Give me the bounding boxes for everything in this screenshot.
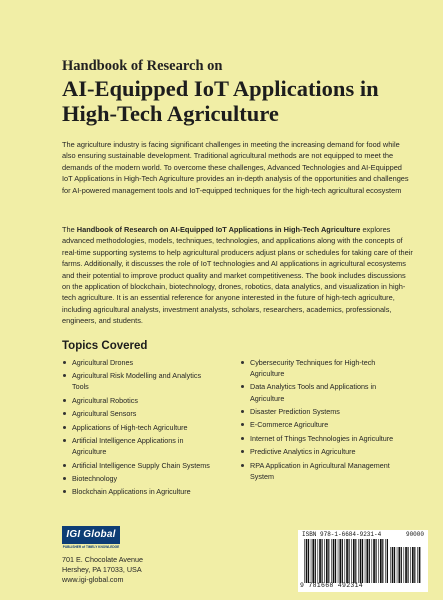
isbn-label: ISBN 978-1-6684-9231-4 xyxy=(302,531,382,538)
topic-item: Agricultural Robotics xyxy=(62,395,212,406)
barcode-digits: 9 781668 492314 xyxy=(300,582,364,589)
barcode-bar xyxy=(408,547,409,583)
publisher-website: www.igi-global.com xyxy=(62,574,124,584)
paragraph-2-book-title: Handbook of Research on AI-Equipped IoT Applications in High-Tech Agriculture xyxy=(76,225,361,234)
barcode-bar xyxy=(373,539,375,583)
barcode-bar xyxy=(342,539,343,583)
barcode-bar xyxy=(351,539,352,583)
publisher-address xyxy=(62,555,143,584)
paragraph-2-body: explores advanced methodologies, models, techniques, technologies, and applications along with the concepts of real-time supporting systems to help agricultural producers adjust plans or schedules for taking care of their farms. Additionally, it discusses the role of IoT technologies and AI applications in agricultural ecosystems and their potential to improve product quality and market competitiveness. The book includes discussions on the application of blockchain, biotechnology, drones, robotics, data analytics, and visualization in high-tech agriculture. It is an essential reference for anyone interested in the future of high-tech agriculture, including agricultural analysts, investment analysts, scholars, researchers, academics, professionals, engineers, and students. xyxy=(62,225,413,326)
barcode-bar xyxy=(380,539,382,583)
barcode-bar xyxy=(372,539,373,583)
barcode-bar xyxy=(412,547,414,583)
barcode-bar xyxy=(410,547,411,583)
topic-item: Agricultural Drones xyxy=(62,357,212,368)
topic-item: Data Analytics Tools and Applications in Agriculture xyxy=(240,381,400,403)
barcode-bar xyxy=(355,539,356,583)
description-paragraph-1: The agriculture industry is facing significant challenges in meeting the increasing demand for food while also ensuring sustainable development. Traditional agricultural methods are not equipped to meet the demands of the modern world. To overcome these challenges, Advanced Technologies and AI-Equipped IoT Applications in High-Tech Agriculture provides an in-depth analysis of the opportunities and challenges for AI-powered management tools and IoT-equipped techniques for the high-tech agricultural ecosystem xyxy=(62,140,409,195)
barcode-bar xyxy=(365,539,366,583)
barcode-bar xyxy=(376,539,377,583)
barcode-bar xyxy=(419,547,421,583)
topic-item: E-Commerce Agriculture xyxy=(240,419,400,430)
barcode-bar xyxy=(333,539,335,583)
topic-item: Predictive Analytics in Agriculture xyxy=(240,446,400,457)
barcode-bar xyxy=(331,539,332,583)
isbn-header xyxy=(302,531,424,539)
barcode-bar xyxy=(304,539,305,583)
book-title: AI-Equipped IoT Applications in High-Tech Agriculture xyxy=(62,76,379,126)
isbn-barcode xyxy=(298,530,428,592)
topic-item: RPA Application in Agricultural Management System xyxy=(240,460,400,482)
barcode-bar xyxy=(404,547,405,583)
barcode-bar xyxy=(345,539,346,583)
barcode-bar xyxy=(326,539,328,583)
barcode-addon-bars xyxy=(390,547,422,583)
barcode-bars xyxy=(304,539,388,583)
barcode-bar xyxy=(322,539,323,583)
barcode-bar xyxy=(318,539,319,583)
address-line-1: 701 E. Chocolate Avenue xyxy=(62,555,143,564)
barcode-bar xyxy=(390,547,391,583)
topic-item: Artificial Intelligence Supply Chain Systems xyxy=(62,460,212,471)
barcode-bar xyxy=(358,539,359,583)
barcode-bar xyxy=(349,539,350,583)
barcode-bar xyxy=(338,539,339,583)
series-title: Handbook of Research on xyxy=(62,58,223,74)
topic-item: Blockchain Applications in Agriculture xyxy=(62,486,212,497)
barcode-bar xyxy=(324,539,325,583)
topic-item: Agricultural Risk Modelling and Analytics Tools xyxy=(62,370,212,392)
barcode-bar xyxy=(315,539,316,583)
topic-item: Agricultural Sensors xyxy=(62,408,212,419)
address-line-2: Hershey, PA 17033, USA xyxy=(62,564,142,574)
barcode-bar xyxy=(362,539,363,583)
barcode-bar xyxy=(401,547,402,583)
barcode-bar xyxy=(366,539,368,583)
description-paragraph-2 xyxy=(62,224,414,327)
barcode-bar xyxy=(385,539,386,583)
topic-item: Applications of High-tech Agriculture xyxy=(62,422,212,433)
barcode-bar xyxy=(397,547,398,583)
barcode-bar xyxy=(312,539,314,583)
barcode-bar xyxy=(405,547,407,583)
barcode-bar xyxy=(353,539,355,583)
topic-item: Disaster Prediction Systems xyxy=(240,406,400,417)
barcode-bar xyxy=(360,539,362,583)
topic-item: Artificial Intelligence Applications in Agriculture xyxy=(62,435,212,457)
barcode-bar xyxy=(346,539,348,583)
topics-heading: Topics Covered xyxy=(62,340,148,352)
barcode-bar xyxy=(311,539,312,583)
barcode-bar xyxy=(392,547,394,583)
barcode-bar xyxy=(417,547,418,583)
barcode-bar xyxy=(328,539,329,583)
topic-item: Biotechnology xyxy=(62,473,212,484)
barcode-bar xyxy=(398,547,400,583)
barcode-bar xyxy=(308,539,309,583)
barcode-bar xyxy=(319,539,321,583)
publisher-logo xyxy=(62,526,120,552)
topics-list-right xyxy=(240,357,400,484)
paragraph-2-intro: The xyxy=(62,225,77,234)
barcode-bar xyxy=(339,539,341,583)
barcode-bar xyxy=(394,547,395,583)
topic-item: Internet of Things Technologies in Agriculture xyxy=(240,433,400,444)
topic-item: Cybersecurity Techniques for High-tech Agriculture xyxy=(240,357,400,379)
topics-list-left xyxy=(62,357,212,500)
price-code: 90000 xyxy=(405,531,424,538)
barcode-bar xyxy=(306,539,308,583)
barcode-bar xyxy=(414,547,415,583)
barcode-bar xyxy=(382,539,383,583)
publisher-logo-tagline: PUBLISHER of TIMELY KNOWLEDGE xyxy=(62,545,120,549)
barcode-bar xyxy=(387,539,388,583)
barcode-bar xyxy=(369,539,370,583)
barcode-bar xyxy=(335,539,336,583)
barcode-bar xyxy=(378,539,379,583)
publisher-logo-text: IGI Global xyxy=(62,526,120,544)
